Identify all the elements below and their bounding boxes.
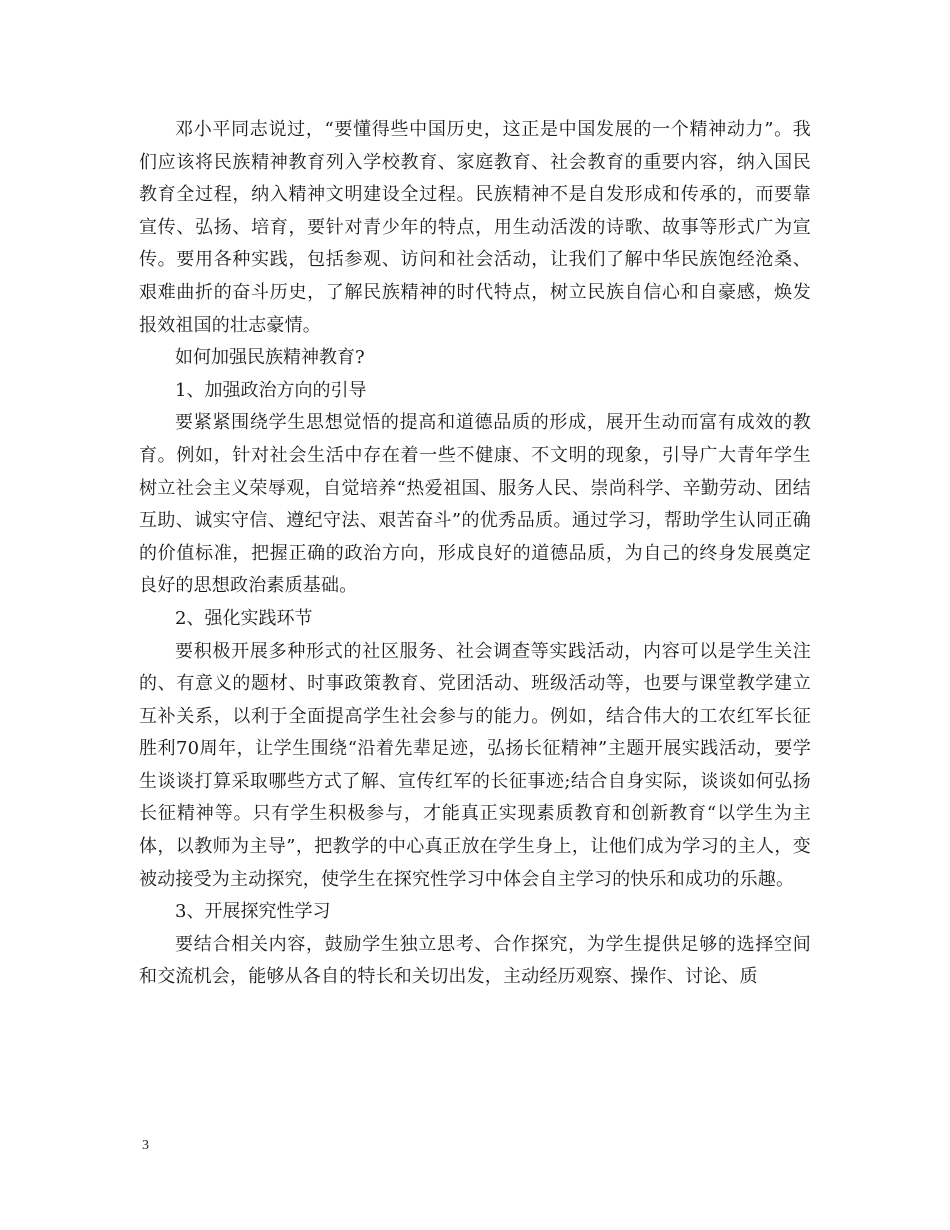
document-body bbox=[139, 114, 811, 994]
paragraph-intro: 邓小平同志说过，“要懂得些中国历史，这正是中国发展的一个精神动力”。我们应该将民族精神教育列入学校教育、家庭教育、社会教育的重要内容，纳入国民教育全过程，纳入精神文明建设全过程。民族精神不是自发形成和传承的，而要靠宣传、弘扬、培育，要针对青少年的特点，用生动活泼的诗歌、故事等形式广为宣传。要用各种实践，包括参观、访问和社会活动，让我们了解中华民族饱经沧桑、艰难曲折的奋斗历史，了解民族精神的时代特点，树立民族自信心和自豪感，焕发报效祖国的壮志豪情。 bbox=[139, 119, 811, 336]
section-1-heading: 1、加强政治方向的引导 bbox=[175, 379, 367, 401]
paragraph-section-3: 要结合相关内容，鼓励学生独立思考、合作探究，为学生提供足够的选择空间和交流机会，能够从各自的特长和关切出发，主动经历观察、操作、讨论、质 bbox=[139, 933, 811, 988]
page-number: 3 bbox=[142, 1138, 149, 1153]
paragraph-section-1: 要紧紧围绕学生思想觉悟的提高和道德品质的形成，展开生动而富有成效的教育。例如，针对社会生活中存在着一些不健康、不文明的现象，引导广大青年学生树立社会主义荣辱观，自觉培养“热爱祖国、服务人民、崇尚科学、辛勤劳动、团结互助、诚实守信、遵纪守法、艰苦奋斗”的优秀品质。通过学习，帮助学生认同正确的价值标准，把握正确的政治方向，形成良好的道德品质，为自己的终身发展奠定良好的思想政治素质基础。 bbox=[139, 412, 811, 597]
section-3-heading: 3、开展探究性学习 bbox=[175, 901, 331, 923]
section-2-heading: 2、强化实践环节 bbox=[175, 607, 313, 629]
paragraph-section-2: 要积极开展多种形式的社区服务、社会调查等实践活动，内容可以是学生关注的、有意义的题材、时事政策教育、党团活动、班级活动等，也要与课堂教学建立互补关系，以利于全面提高学生社会参与的能力。例如，结合伟大的工农红军长征胜利70周年，让学生围绕“沿着先辈足迹，弘扬长征精神”主题开展实践活动，要学生谈谈打算采取哪些方式了解、宣传红军的长征事迹;结合自身实际，谈谈如何弘扬长征精神等。只有学生积极参与，才能真正实现素质教育和创新教育“以学生为主体，以教师为主导”，把教学的中心真正放在学生身上，让他们成为学习的主人，变被动接受为主动探究，使学生在探究性学习中体会自主学习的快乐和成功的乐趣。 bbox=[139, 640, 811, 890]
section-question-heading: 如何加强民族精神教育? bbox=[175, 347, 365, 369]
